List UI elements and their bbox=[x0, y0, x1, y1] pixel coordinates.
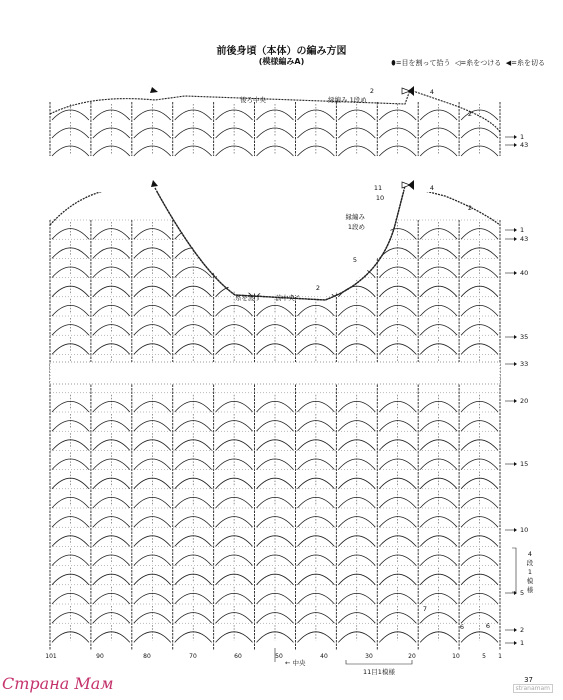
front-fan bbox=[216, 305, 253, 316]
row-number: 15 bbox=[520, 460, 529, 468]
row-arrow-head bbox=[514, 143, 517, 147]
shaping-number: 4 bbox=[429, 88, 435, 96]
front-fan bbox=[461, 632, 498, 643]
front-fan bbox=[338, 305, 375, 316]
front-fan bbox=[257, 401, 294, 412]
front-fan bbox=[257, 497, 294, 508]
front-fan bbox=[134, 497, 171, 508]
page-number: 37 bbox=[524, 676, 533, 684]
front-fan bbox=[420, 497, 457, 508]
front-fan bbox=[216, 344, 253, 355]
front-fan bbox=[216, 440, 253, 451]
shaping-number: 6 bbox=[459, 623, 465, 631]
front-fan bbox=[420, 305, 457, 316]
repeat-label-char: 1 bbox=[527, 568, 533, 576]
front-fan bbox=[134, 440, 171, 451]
front-fan bbox=[379, 478, 416, 489]
front-fan bbox=[379, 286, 416, 297]
front-fan bbox=[379, 440, 416, 451]
row-number: 10 bbox=[520, 526, 529, 534]
shaping-number: 5 bbox=[352, 256, 358, 264]
legend-cut-label: =糸を切る bbox=[511, 59, 545, 67]
front-fan bbox=[420, 248, 457, 259]
front-fan bbox=[461, 497, 498, 508]
front-fan bbox=[216, 613, 253, 624]
front-fan bbox=[52, 401, 89, 412]
row-arrow-head bbox=[514, 135, 517, 139]
front-fan bbox=[338, 613, 375, 624]
front-fan bbox=[338, 555, 375, 566]
front-fan bbox=[134, 478, 171, 489]
front-fan bbox=[297, 325, 334, 336]
stitch-number: 5 bbox=[482, 653, 486, 660]
row-arrow-head bbox=[514, 528, 517, 532]
front-fan bbox=[379, 401, 416, 412]
front-fan bbox=[420, 555, 457, 566]
front-fan bbox=[175, 478, 212, 489]
shaping-number: 2 bbox=[315, 284, 321, 292]
front-fan bbox=[338, 517, 375, 528]
front-fan bbox=[175, 497, 212, 508]
stitch-number: 90 bbox=[96, 653, 104, 660]
front-fan bbox=[175, 517, 212, 528]
row-number: 1 bbox=[520, 639, 525, 647]
front-fan bbox=[93, 593, 130, 604]
front-fan bbox=[134, 555, 171, 566]
front-fan bbox=[461, 593, 498, 604]
first-row-bracket bbox=[346, 660, 412, 664]
front-fan bbox=[338, 497, 375, 508]
front-fan bbox=[379, 555, 416, 566]
front-fan bbox=[379, 536, 416, 547]
front-fan bbox=[297, 459, 334, 470]
join-yarn-label: 糸を渡す bbox=[235, 294, 261, 302]
front-fan bbox=[379, 632, 416, 643]
edge-row-right-label-2: 1段め bbox=[347, 223, 365, 231]
front-fan bbox=[379, 574, 416, 585]
front-fan bbox=[93, 555, 130, 566]
front-fan bbox=[52, 632, 89, 643]
front-fan bbox=[175, 286, 212, 297]
front-fan bbox=[93, 632, 130, 643]
legend bbox=[391, 58, 545, 68]
repeat-bracket bbox=[512, 548, 516, 592]
front-fan bbox=[93, 536, 130, 547]
row-number: 20 bbox=[520, 397, 529, 405]
front-fan bbox=[93, 401, 130, 412]
front-fan bbox=[257, 555, 294, 566]
front-fan bbox=[93, 478, 130, 489]
front-fan bbox=[175, 613, 212, 624]
front-fan bbox=[461, 229, 498, 240]
stitch-number: 30 bbox=[365, 653, 373, 660]
front-fan bbox=[134, 574, 171, 585]
repeat-label-char: 段 bbox=[526, 559, 534, 567]
front-fan bbox=[420, 459, 457, 470]
front-fan bbox=[93, 286, 130, 297]
front-fan bbox=[420, 574, 457, 585]
row-number: 43 bbox=[520, 141, 529, 149]
front-fan bbox=[257, 325, 294, 336]
shaping-number: 11 bbox=[373, 184, 383, 192]
front-fan bbox=[93, 344, 130, 355]
front-fan bbox=[420, 632, 457, 643]
front-fan bbox=[338, 459, 375, 470]
row-arrow-head bbox=[514, 362, 517, 366]
stitch-number: 40 bbox=[320, 653, 328, 660]
front-fan bbox=[257, 574, 294, 585]
front-fan bbox=[420, 229, 457, 240]
row-arrow-head bbox=[514, 271, 517, 275]
front-fan bbox=[216, 574, 253, 585]
front-fan bbox=[134, 593, 171, 604]
front-fan bbox=[134, 325, 171, 336]
front-fan bbox=[175, 401, 212, 412]
first-row-label: 11目1模様 bbox=[363, 668, 395, 676]
front-fan bbox=[175, 421, 212, 432]
front-fan bbox=[420, 517, 457, 528]
front-fan bbox=[379, 459, 416, 470]
stitch-number: 60 bbox=[234, 653, 242, 660]
front-fan bbox=[134, 305, 171, 316]
front-fan bbox=[461, 286, 498, 297]
front-fan bbox=[93, 325, 130, 336]
front-fan bbox=[216, 555, 253, 566]
cut-yarn-icon bbox=[150, 87, 158, 93]
front-fan bbox=[52, 536, 89, 547]
shaping-number: 7 bbox=[422, 605, 428, 613]
front-fan bbox=[216, 478, 253, 489]
front-fan bbox=[338, 344, 375, 355]
front-fan bbox=[338, 593, 375, 604]
front-fan bbox=[338, 574, 375, 585]
front-fan bbox=[420, 401, 457, 412]
attach-yarn-icon: ◁ bbox=[455, 59, 461, 67]
front-fan bbox=[338, 536, 375, 547]
row-arrow-head bbox=[514, 399, 517, 403]
front-fan bbox=[93, 421, 130, 432]
front-fan bbox=[134, 248, 171, 259]
row-arrow-head bbox=[514, 641, 517, 645]
front-fan bbox=[297, 593, 334, 604]
legend-split-label: =目を割って拾う bbox=[395, 59, 451, 67]
front-fan bbox=[175, 536, 212, 547]
front-fan bbox=[461, 536, 498, 547]
edge-row-right-label: 縁編み bbox=[345, 213, 365, 221]
front-fan bbox=[420, 440, 457, 451]
front-fan bbox=[175, 555, 212, 566]
split-stitch-icon: ⬮ bbox=[391, 59, 396, 67]
front-fan bbox=[216, 632, 253, 643]
front-fan bbox=[338, 421, 375, 432]
front-fan bbox=[297, 305, 334, 316]
front-fan bbox=[338, 440, 375, 451]
front-fan bbox=[175, 574, 212, 585]
front-fan bbox=[52, 286, 89, 297]
front-fan bbox=[93, 613, 130, 624]
front-fan bbox=[257, 459, 294, 470]
watermark: stranamam bbox=[513, 684, 553, 693]
shaping-number: 4 bbox=[429, 184, 435, 192]
front-fan bbox=[297, 478, 334, 489]
front-fan bbox=[216, 536, 253, 547]
front-fan bbox=[297, 555, 334, 566]
front-fan bbox=[175, 267, 212, 278]
front-fan bbox=[52, 555, 89, 566]
shaping-number: 2 bbox=[467, 204, 473, 212]
front-fan bbox=[257, 517, 294, 528]
front-fan bbox=[93, 497, 130, 508]
front-fan bbox=[297, 497, 334, 508]
front-fan bbox=[257, 613, 294, 624]
front-fan bbox=[216, 325, 253, 336]
front-fan bbox=[134, 421, 171, 432]
front-fan bbox=[297, 574, 334, 585]
front-fan bbox=[134, 632, 171, 643]
front-fan bbox=[257, 305, 294, 316]
front-fan bbox=[461, 440, 498, 451]
neckline-opening bbox=[158, 188, 402, 297]
front-fan bbox=[461, 517, 498, 528]
front-fan bbox=[379, 593, 416, 604]
diagram-title: 前後身頃（本体）の編み方図 bbox=[216, 46, 347, 57]
front-fan bbox=[379, 325, 416, 336]
front-fan bbox=[420, 325, 457, 336]
row-number: 1 bbox=[520, 226, 525, 234]
front-fan bbox=[93, 248, 130, 259]
row-gap-band bbox=[50, 362, 500, 384]
front-fan bbox=[52, 325, 89, 336]
front-fan bbox=[461, 305, 498, 316]
front-fan bbox=[420, 593, 457, 604]
front-fan bbox=[297, 401, 334, 412]
row-number: 35 bbox=[520, 333, 529, 341]
front-fan bbox=[420, 421, 457, 432]
front-fan bbox=[461, 613, 498, 624]
front-fan bbox=[216, 421, 253, 432]
front-fan bbox=[297, 344, 334, 355]
front-fan bbox=[379, 421, 416, 432]
stitch-number: 70 bbox=[189, 653, 197, 660]
front-fan bbox=[52, 517, 89, 528]
stitch-number: 50 bbox=[275, 653, 283, 660]
front-fan bbox=[257, 632, 294, 643]
front-fan bbox=[52, 459, 89, 470]
front-fan bbox=[52, 229, 89, 240]
shaping-number: 2 bbox=[369, 87, 375, 95]
front-fan bbox=[297, 613, 334, 624]
front-fan bbox=[175, 325, 212, 336]
front-fan bbox=[93, 517, 130, 528]
front-fan bbox=[175, 440, 212, 451]
front-fan bbox=[216, 497, 253, 508]
front-fan bbox=[134, 401, 171, 412]
row-arrow-head bbox=[514, 228, 517, 232]
row-arrow-head bbox=[514, 628, 517, 632]
front-fan bbox=[338, 401, 375, 412]
front-fan bbox=[52, 440, 89, 451]
front-fan bbox=[134, 459, 171, 470]
front-fan bbox=[175, 305, 212, 316]
row-arrow-head bbox=[514, 591, 517, 595]
front-fan bbox=[420, 267, 457, 278]
front-fan bbox=[52, 305, 89, 316]
front-fan bbox=[379, 344, 416, 355]
front-fan bbox=[379, 267, 416, 278]
front-fan bbox=[216, 517, 253, 528]
front-fan bbox=[134, 613, 171, 624]
back-center-label: 後ろ中央 bbox=[240, 96, 266, 104]
center-bottom-label: ← 中央 bbox=[285, 659, 306, 667]
front-center-label: 前中央 bbox=[275, 294, 295, 302]
front-fan bbox=[52, 574, 89, 585]
front-fan bbox=[52, 497, 89, 508]
row-number: 1 bbox=[520, 133, 525, 141]
front-fan bbox=[134, 536, 171, 547]
front-fan bbox=[93, 229, 130, 240]
front-fan bbox=[379, 497, 416, 508]
repeat-label-char: 4 bbox=[527, 550, 533, 558]
row-arrow-head bbox=[514, 335, 517, 339]
front-fan bbox=[257, 344, 294, 355]
front-fan bbox=[461, 401, 498, 412]
row-number: 2 bbox=[520, 626, 525, 634]
shaping-number: 10 bbox=[375, 194, 385, 202]
front-fan bbox=[216, 459, 253, 470]
legend-attach-label: =糸をつける bbox=[460, 59, 502, 67]
shaping-number: 6 bbox=[485, 622, 491, 630]
front-fan bbox=[338, 478, 375, 489]
front-fan bbox=[52, 267, 89, 278]
front-fan bbox=[175, 459, 212, 470]
front-fan bbox=[175, 344, 212, 355]
front-fan bbox=[461, 267, 498, 278]
front-fan bbox=[461, 344, 498, 355]
front-fan bbox=[52, 478, 89, 489]
front-fan bbox=[297, 440, 334, 451]
front-fan bbox=[134, 517, 171, 528]
front-fan bbox=[257, 421, 294, 432]
front-fan bbox=[379, 517, 416, 528]
row-number: 40 bbox=[520, 269, 529, 277]
front-fan bbox=[52, 344, 89, 355]
front-fan bbox=[297, 632, 334, 643]
cut-yarn-icon: ◀ bbox=[505, 59, 512, 67]
front-fan bbox=[216, 401, 253, 412]
front-fan bbox=[461, 555, 498, 566]
front-fan bbox=[175, 593, 212, 604]
front-fan bbox=[134, 229, 171, 240]
front-fan bbox=[461, 478, 498, 489]
front-fan bbox=[93, 267, 130, 278]
front-fan bbox=[52, 421, 89, 432]
stitch-number: 20 bbox=[408, 653, 416, 660]
front-fan bbox=[52, 593, 89, 604]
row-arrow-head bbox=[514, 462, 517, 466]
edge-row-label: 縁編み 1段め bbox=[328, 96, 367, 104]
front-fan bbox=[461, 421, 498, 432]
front-fan bbox=[93, 440, 130, 451]
front-fan bbox=[93, 459, 130, 470]
front-fan bbox=[379, 613, 416, 624]
front-fan bbox=[134, 267, 171, 278]
shaping-number: 2 bbox=[467, 110, 473, 118]
front-fan bbox=[134, 286, 171, 297]
front-fan bbox=[257, 478, 294, 489]
stitch-number: 80 bbox=[143, 653, 151, 660]
front-fan bbox=[338, 325, 375, 336]
front-fan bbox=[175, 632, 212, 643]
front-fan bbox=[461, 248, 498, 259]
front-fan bbox=[461, 574, 498, 585]
front-fan bbox=[461, 325, 498, 336]
front-fan bbox=[93, 305, 130, 316]
front-fan bbox=[93, 574, 130, 585]
front-fan bbox=[420, 344, 457, 355]
front-fan bbox=[216, 593, 253, 604]
front-fan bbox=[461, 459, 498, 470]
front-fan bbox=[420, 286, 457, 297]
front-fan bbox=[297, 517, 334, 528]
front-fan bbox=[257, 536, 294, 547]
front-fan bbox=[420, 478, 457, 489]
front-fan bbox=[297, 536, 334, 547]
row-number: 33 bbox=[520, 360, 529, 368]
front-fan bbox=[134, 344, 171, 355]
front-fan bbox=[420, 536, 457, 547]
row-arrow-head bbox=[514, 237, 517, 241]
stitch-number: 1 bbox=[498, 653, 502, 660]
front-fan bbox=[52, 248, 89, 259]
front-fan bbox=[297, 421, 334, 432]
repeat-label-char: 模 bbox=[526, 577, 534, 585]
brand-logo: Страна Мам bbox=[2, 674, 114, 693]
front-fan bbox=[338, 632, 375, 643]
front-fan bbox=[379, 305, 416, 316]
front-fan bbox=[257, 440, 294, 451]
row-number: 5 bbox=[520, 589, 525, 597]
stitch-number: 10 bbox=[452, 653, 460, 660]
front-fan bbox=[257, 593, 294, 604]
stitch-number: 101 bbox=[45, 653, 57, 660]
diagram-subtitle: (模様編みA) bbox=[258, 57, 305, 66]
front-fan bbox=[52, 613, 89, 624]
front-fan bbox=[420, 613, 457, 624]
row-number: 43 bbox=[520, 235, 529, 243]
repeat-label-char: 様 bbox=[526, 586, 534, 594]
